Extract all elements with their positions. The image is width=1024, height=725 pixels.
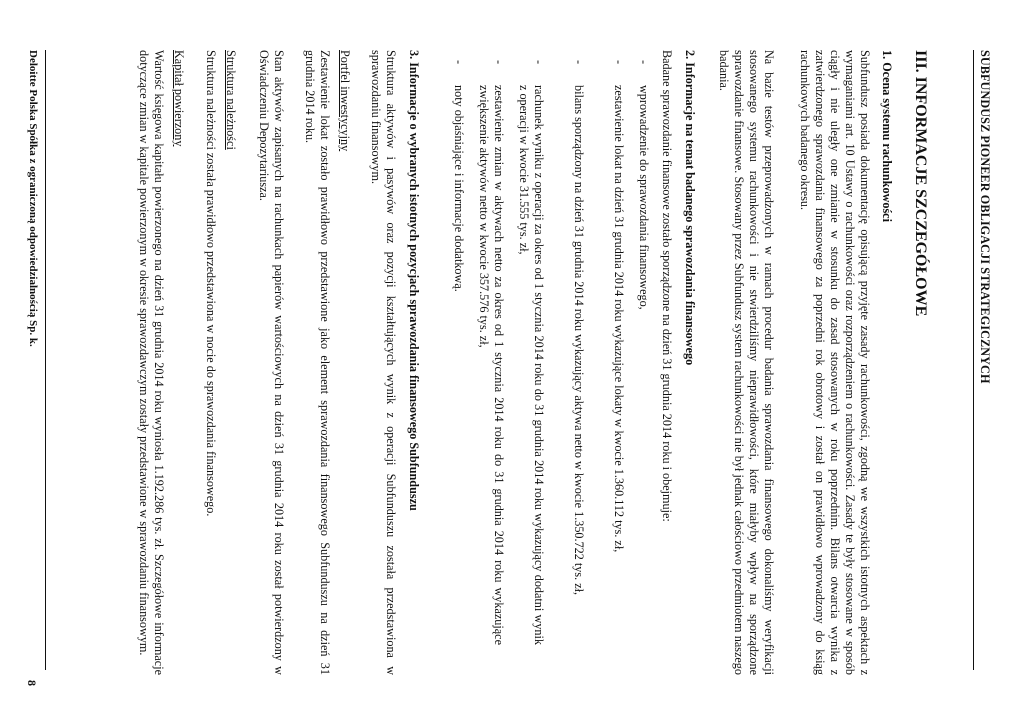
heading-istotne-pozycje: 3. Informacje o wybranych istotnych pozycjach sprawozdania finansowego Subfunduszu bbox=[407, 50, 421, 511]
page-number: 8 bbox=[25, 680, 39, 686]
list-item-zestawienie-zmian: zestawienie zmian w aktywach netto za okres od 1 stycznia 2014 roku do 31 grudnia 2014 roku wykazujące zwiększenie aktywów netto w kwocie 357.576 tys. zł, bbox=[477, 85, 506, 645]
document-header: SUBFUNDUSZ PIONEER OBLIGACJI STRATEGICZNYCH bbox=[978, 50, 992, 384]
list-dash: - bbox=[572, 60, 586, 65]
header-rule bbox=[973, 50, 974, 670]
footer-company: Deloitte Polska Spółka z ograniczoną odpowiedzialnością Sp. k. bbox=[27, 50, 39, 347]
heading-system-rachunkowosci: 1. Ocena systemu rachunkowości bbox=[880, 50, 894, 222]
paragraph-ocena-2: Na bazie testów przeprowadzonych w ramach procedur badania sprawozdania finansowego dokonaliśmy weryfikacji stosowanego systemu rachunkowości i nie stwierdziliśmy nieprawidłowości, które miałyby wpływ na sporządzone sprawozdanie finansowe. Stosowany przez Subfundusz system rachunkowości nie był jednak całościowo przedmiotem naszego badania. bbox=[717, 50, 776, 675]
paragraph-naleznosci: Struktura należności została prawidłowo przedstawiona w nocie do sprawozdania finansowego. bbox=[204, 50, 218, 517]
list-item-noty: noty objaśniające i informacje dodatkową. bbox=[452, 85, 466, 292]
list-dash: - bbox=[637, 60, 651, 65]
paragraph-badane-intro: Badane sprawozdanie finansowe zostało sporządzone na dzień 31 grudnia 2014 roku i obejmuje: bbox=[660, 50, 674, 522]
paragraph-portfel-2: Stan aktywów zapisanych na rachunkach papierów wartościowych na dzień 31 grudnia 2014 roku został potwierdzony w Oświadczeniu Depozytariusza. bbox=[257, 50, 286, 675]
section-title: III. INFORMACJE SZCZEGÓŁOWE bbox=[912, 50, 929, 317]
footer-rule bbox=[45, 50, 46, 670]
list-dash: - bbox=[532, 60, 546, 65]
list-item-bilans: bilans sporządzony na dzień 31 grudnia 2014 roku wykazujący aktywa netto w kwocie 1.350.722 tys. zł, bbox=[572, 85, 586, 596]
paragraph-struktura-aktywow: Struktura aktywów i pasywów oraz pozycji kształtujących wynik z operacji Subfunduszu została przedstawiona w sprawozdaniu finansowym. bbox=[369, 50, 398, 675]
list-item-rachunek-wyniku: rachunek wyniku z operacji za okres od 1 stycznia 2014 roku do 31 grudnia 2014 roku wykazujący dodatni wynik z operacji w kwocie 31.555 tys. zł, bbox=[517, 85, 546, 645]
heading-badane-sprawozdanie: 2. Informacje na temat badanego sprawozdania finansowego bbox=[683, 50, 697, 366]
list-dash: - bbox=[452, 60, 466, 65]
paragraph-portfel-1: Zestawienie lokat zostało prawidłowo przedstawione jako element sprawozdania finansowego Subfunduszu na dzień 31 grudnia 2014 roku. bbox=[303, 50, 332, 675]
paragraph-kapital: Wartość księgowa kapitału powierzonego na dzień 31 grudnia 2014 roku wyniosła 1.192.286 tys. zł. Szczegółowe informacje dotyczące zmian w kapitale powierzonym w okresie sprawozdawczym zostały przedstawione w sprawozdaniu finansowym. bbox=[137, 50, 166, 675]
subheading-kapital: Kapitał powierzony bbox=[172, 50, 186, 147]
subheading-portfel: Portfel inwestycyjny bbox=[338, 50, 352, 152]
list-dash: - bbox=[492, 60, 506, 65]
paragraph-ocena-1: Subfundusz posiada dokumentację opisującą przyjęte zasady rachunkowości, zgodną we wszystkich istotnych aspektach z wymaganiami art. 10 Ustawy o rachunkowości oraz rozporządzeniem o rachunkowości. Zasady te były stosowane w sposób ciągły i nie uległy one zmianie w stosunku do zasad stosowanych w roku poprzednim. Bilans otwarcia wynika z zatwierdzonego sprawozdania finansowego za poprzedni rok obrotowy i został on prawidłowo wprowadzony do ksiąg rachunkowych badanego okresu. bbox=[798, 50, 872, 675]
list-item-wprowadzenie: wprowadzenie do sprawozdania finansowego, bbox=[637, 85, 651, 310]
list-dash: - bbox=[612, 60, 626, 65]
list-item-zestawienie-lokat: zestawienie lokat na dzień 31 grudnia 2014 roku wykazujące lokaty w kwocie 1.360.112 tys. zł, bbox=[612, 85, 626, 553]
subheading-naleznosci: Struktura należności bbox=[224, 50, 238, 150]
